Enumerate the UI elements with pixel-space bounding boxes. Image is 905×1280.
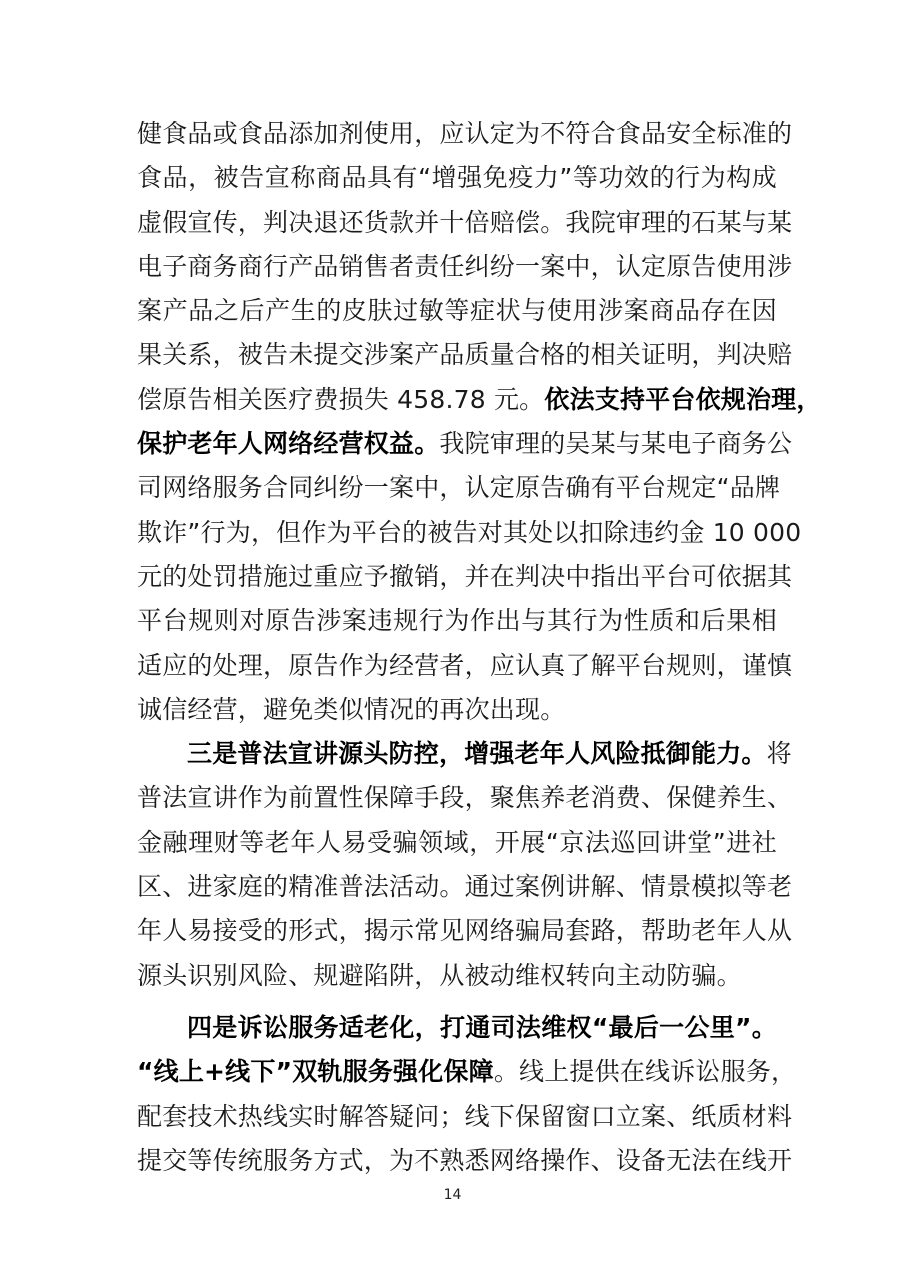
text-run: 欺诈”行为，但作为平台的被告对其处以扣除违约金 10 000	[137, 517, 802, 547]
text-run: 提交等传统服务方式，为不熟悉网络操作、设备无法在线开	[137, 1145, 793, 1175]
text-line	[137, 821, 777, 865]
text-run: 年人易接受的形式，揭示常见网络骗局套路，帮助老年人从	[137, 916, 793, 946]
bold-heading-run: 四是诉讼服务适老化，打通司法维权“最后一公里”。	[187, 1012, 777, 1042]
text-line	[137, 732, 792, 776]
bold-heading-run: 三是普法宣讲源头防控，增强老年人风险抵御能力。	[187, 739, 767, 769]
page-number: 14	[443, 1187, 462, 1203]
text-run: 司网络服务合同纠纷一案中，认定原告确有平台规定“品牌	[137, 473, 781, 503]
text-run: 食品，被告宣称商品具有“增强免疫力”等功效的行为构成	[137, 163, 777, 193]
text-line	[137, 422, 793, 466]
text-line	[137, 599, 777, 643]
text-run: 我院审理的吴某与某电子商务公	[439, 429, 793, 459]
text-run: 虚假宣传，判决退还货款并十倍赔偿。我院审理的石某与某	[137, 207, 793, 237]
text-line	[137, 954, 777, 998]
bold-heading-run: “线上+线下”双轨服务强化保障	[137, 1057, 494, 1087]
text-run: 金融理财等老年人易受骗领域，开展“京法巡回讲堂”进社	[137, 827, 777, 857]
text-run: 区、进家庭的精准普法活动。通过案例讲解、情景模拟等老	[137, 872, 793, 902]
text-run: 元的处罚措施过重应予撤销，并在判决中指出平台可依据其	[137, 561, 793, 591]
text-line	[137, 112, 793, 156]
text-run: 源头识别风险、规避陷阱，从被动维权转向主动防骗。	[137, 960, 742, 990]
text-line	[137, 466, 781, 510]
text-line	[137, 688, 777, 732]
text-line	[137, 1050, 797, 1094]
text-line	[137, 201, 793, 245]
text-line	[137, 289, 777, 333]
text-line	[137, 555, 793, 599]
bold-heading-run: 依法支持平台依规治理，	[544, 384, 822, 414]
text-run: 电子商务商行产品销售者责任纠纷一案中，认定原告使用涉	[137, 251, 793, 281]
text-run: 配套技术热线实时解答疑问；线下保留窗口立案、纸质材料	[137, 1101, 793, 1131]
text-run: 果关系，被告未提交涉案产品质量合格的相关证明，判决赔	[137, 340, 793, 370]
text-line	[137, 1139, 793, 1183]
paragraph-2	[137, 732, 793, 998]
paragraph-3	[137, 1006, 797, 1183]
text-run: 将	[766, 739, 792, 769]
text-run: 健食品或食品添加剂使用，应认定为不符合食品安全标准的	[137, 119, 793, 148]
text-run: 适应的处理，原告作为经营者，应认真了解平台规则，谨慎	[137, 650, 793, 680]
text-line	[137, 245, 793, 289]
text-line	[137, 511, 802, 555]
text-line	[137, 776, 793, 820]
paragraph-gap	[137, 998, 777, 1006]
text-run: 偿原告相关医疗费损失 458.78 元。	[137, 384, 545, 414]
text-line	[137, 1095, 793, 1139]
text-run: 平台规则对原告涉案违规行为作出与其行为性质和后果相	[137, 606, 777, 636]
text-line	[137, 644, 793, 688]
text-line	[137, 333, 793, 377]
text-run: 。线上提供在线诉讼服务，	[493, 1057, 797, 1087]
text-line	[137, 1006, 777, 1050]
body-text	[137, 112, 822, 1183]
text-line	[137, 378, 822, 422]
text-line	[137, 865, 793, 909]
text-line	[137, 156, 777, 200]
text-run: 诚信经营，避免类似情况的再次出现。	[137, 694, 566, 724]
text-run: 案产品之后产生的皮肤过敏等症状与使用涉案商品存在因	[137, 296, 777, 326]
text-run: 普法宣讲作为前置性保障手段，聚焦养老消费、保健养生、	[137, 783, 793, 813]
bold-heading-run: 保护老年人网络经营权益。	[137, 429, 440, 459]
paragraph-1	[137, 112, 822, 732]
text-line	[137, 909, 793, 953]
